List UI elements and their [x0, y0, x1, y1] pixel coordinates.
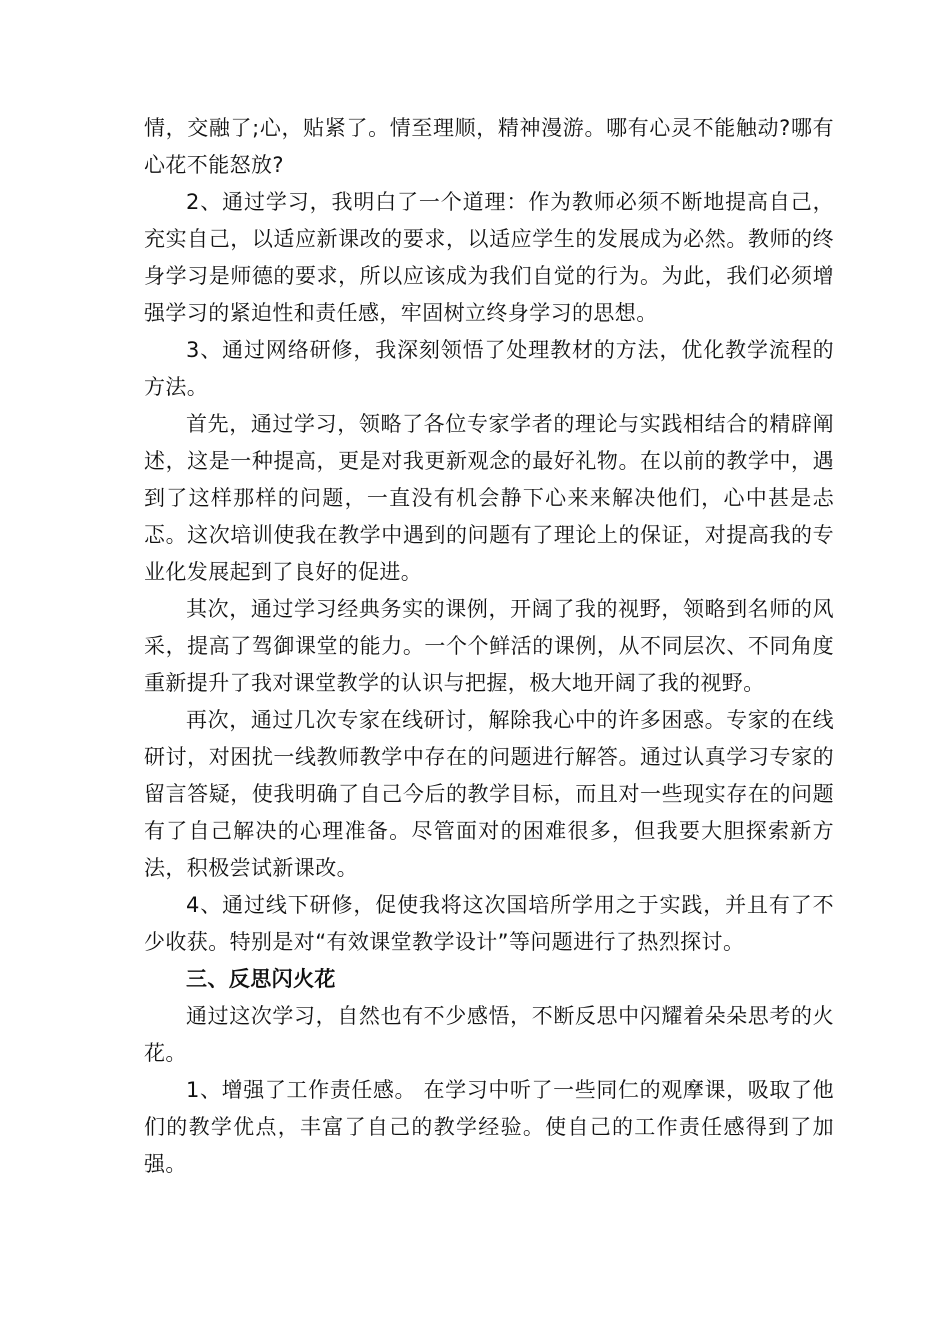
paragraph: 首先，通过学习，领略了各位专家学者的理论与实践相结合的精辟阐述，这是一种提高，更是对我更新观念的最好礼物。在以前的教学中，遇到了这样那样的问题，一直没有机会静下心来来解决他们，心中甚是忐忑。这次培训使我在教学中遇到的问题有了理论上的保证，对提高我的专业化发展起到了良好的促进。	[144, 412, 834, 584]
document-body	[144, 110, 834, 1183]
section-heading: 三、反思闪火花	[186, 967, 336, 991]
paragraph: 1、增强了工作责任感。 在学习中听了一些同仁的观摩课，吸取了他们的教学优点，丰富了自己的教学经验。使自己的工作责任感得到了加强。	[144, 1078, 834, 1176]
paragraph: 情，交融了;心，贴紧了。情至理顺，精神漫游。哪有心灵不能触动?哪有心花不能怒放?	[144, 116, 834, 177]
paragraph: 3、通过网络研修，我深刻领悟了处理教材的方法，优化教学流程的方法。	[144, 338, 834, 399]
paragraph: 4、通过线下研修，促使我将这次国培所学用之于实践，并且有了不少收获。特别是对“有效课堂教学设计”等问题进行了热烈探讨。	[144, 893, 834, 954]
paragraph: 再次，通过几次专家在线研讨，解除我心中的许多困惑。专家的在线研讨，对困扰一线教师教学中存在的问题进行解答。通过认真学习专家的留言答疑，使我明确了自己今后的教学目标，而且对一些现实存在的问题有了自己解决的心理准备。尽管面对的困难很多，但我要大胆探索新方法，积极尝试新课改。	[144, 708, 834, 880]
paragraph: 其次，通过学习经典务实的课例，开阔了我的视野，领略到名师的风采，提高了驾御课堂的能力。一个个鲜活的课例，从不同层次、不同角度重新提升了我对课堂教学的认识与把握，极大地开阔了我的视野。	[144, 597, 834, 695]
paragraph: 2、通过学习，我明白了一个道理：作为教师必须不断地提高自己，充实自己，以适应新课改的要求，以适应学生的发展成为必然。教师的终身学习是师德的要求，所以应该成为我们自觉的行为。为此，我们必须增强学习的紧迫性和责任感，牢固树立终身学习的思想。	[144, 190, 834, 325]
paragraph: 通过这次学习，自然也有不少感悟，不断反思中闪耀着朵朵思考的火花。	[144, 1004, 834, 1065]
